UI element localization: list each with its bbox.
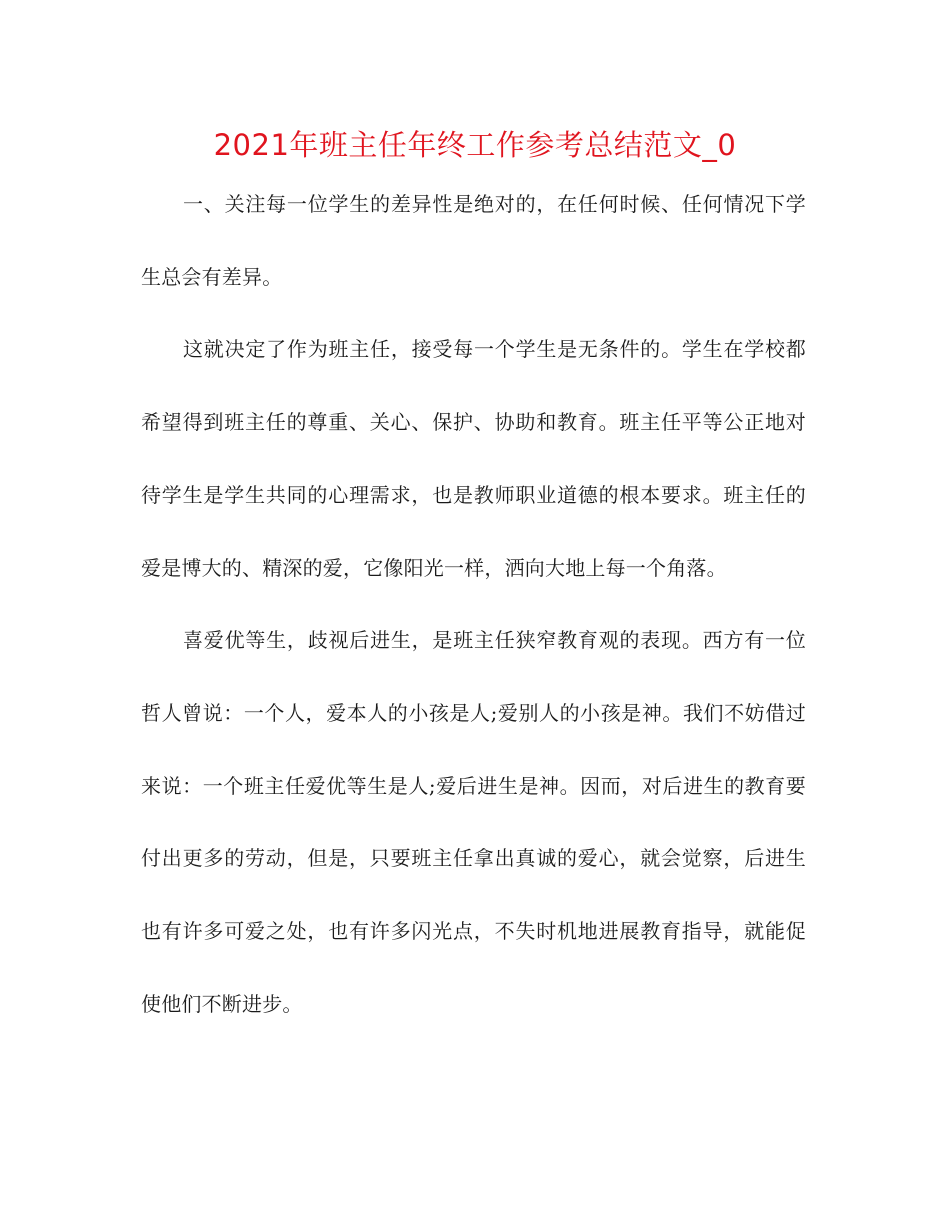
document-title: 2021年班主任年终工作参考总结范文_0 xyxy=(213,128,737,162)
paragraph-2: 这就决定了作为班主任，接受每一个学生是无条件的。学生在学校都希望得到班主任的尊重、关心、保护、协助和教育。班主任平等公正地对待学生是学生共同的心理需求，也是教师职业道德的根本要求。班主任的爱是博大的、精深的爱，它像阳光一样，洒向大地上每一个角落。 xyxy=(141,337,806,580)
paragraph-3: 喜爱优等生，歧视后进生，是班主任狭窄教育观的表现。西方有一位哲人曾说：一个人，爱本人的小孩是人;爱别人的小孩是神。我们不妨借过来说：一个班主任爱优等生是人;爱后进生是神。因而，对后进生的教育要付出更多的劳动，但是，只要班主任拿出真诚的爱心，就会觉察，后进生也有许多可爱之处，也有许多闪光点，不失时机地进展教育指导，就能促使他们不断进步。 xyxy=(141,628,806,1016)
document-body xyxy=(141,168,806,1040)
paragraph-1: 一、关注每一位学生的差异性是绝对的，在任何时候、任何情况下学生总会有差异。 xyxy=(141,192,806,289)
